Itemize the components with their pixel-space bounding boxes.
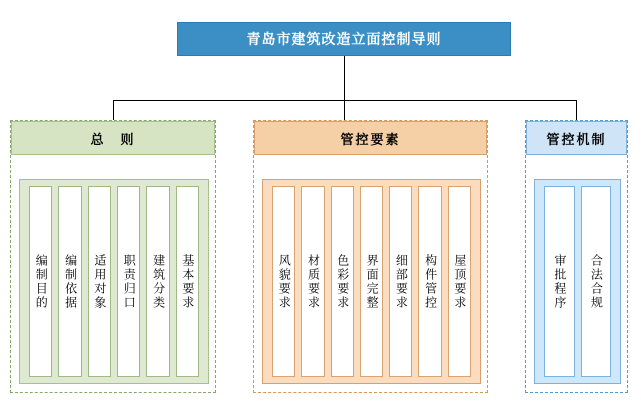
root-node [177,22,511,56]
group-general-principles-title: 总 则 [11,121,215,155]
leaf-node[interactable]: 色彩要求 [331,186,354,377]
leaf-node[interactable]: 审批程序 [544,186,575,377]
leaf-node[interactable]: 职责归口 [117,186,140,377]
group-control-elements [253,120,488,393]
leaf-node[interactable]: 编制依据 [58,186,81,377]
leaf-node[interactable]: 基本要求 [176,186,199,377]
group-control-elements-title: 管控要素 [254,121,487,155]
root-node-label: 青岛市建筑改造立面控制导则 [246,31,442,47]
leaf-node[interactable]: 构件管控 [418,186,441,377]
connector-branch-1 [113,100,114,120]
group-general-principles [10,120,216,393]
leaf-node[interactable]: 合法合规 [581,186,612,377]
group-general-principles-body [19,179,209,384]
leaf-node[interactable]: 编制目的 [29,186,52,377]
leaf-node[interactable]: 屋顶要求 [448,186,471,377]
leaf-node[interactable]: 界面完整 [360,186,383,377]
group-control-mechanism [525,120,628,393]
group-control-mechanism-title: 管控机制 [526,121,627,155]
connector-branch-3 [576,100,577,120]
connector-root-stem [344,56,345,100]
group-control-mechanism-body [534,179,621,384]
leaf-node[interactable]: 风貌要求 [272,186,295,377]
leaf-node[interactable]: 建筑分类 [146,186,169,377]
connector-branch-2 [344,100,345,120]
leaf-node[interactable]: 适用对象 [88,186,111,377]
leaf-node[interactable]: 细部要求 [389,186,412,377]
group-control-elements-body [262,179,481,384]
leaf-node[interactable]: 材质要求 [301,186,324,377]
